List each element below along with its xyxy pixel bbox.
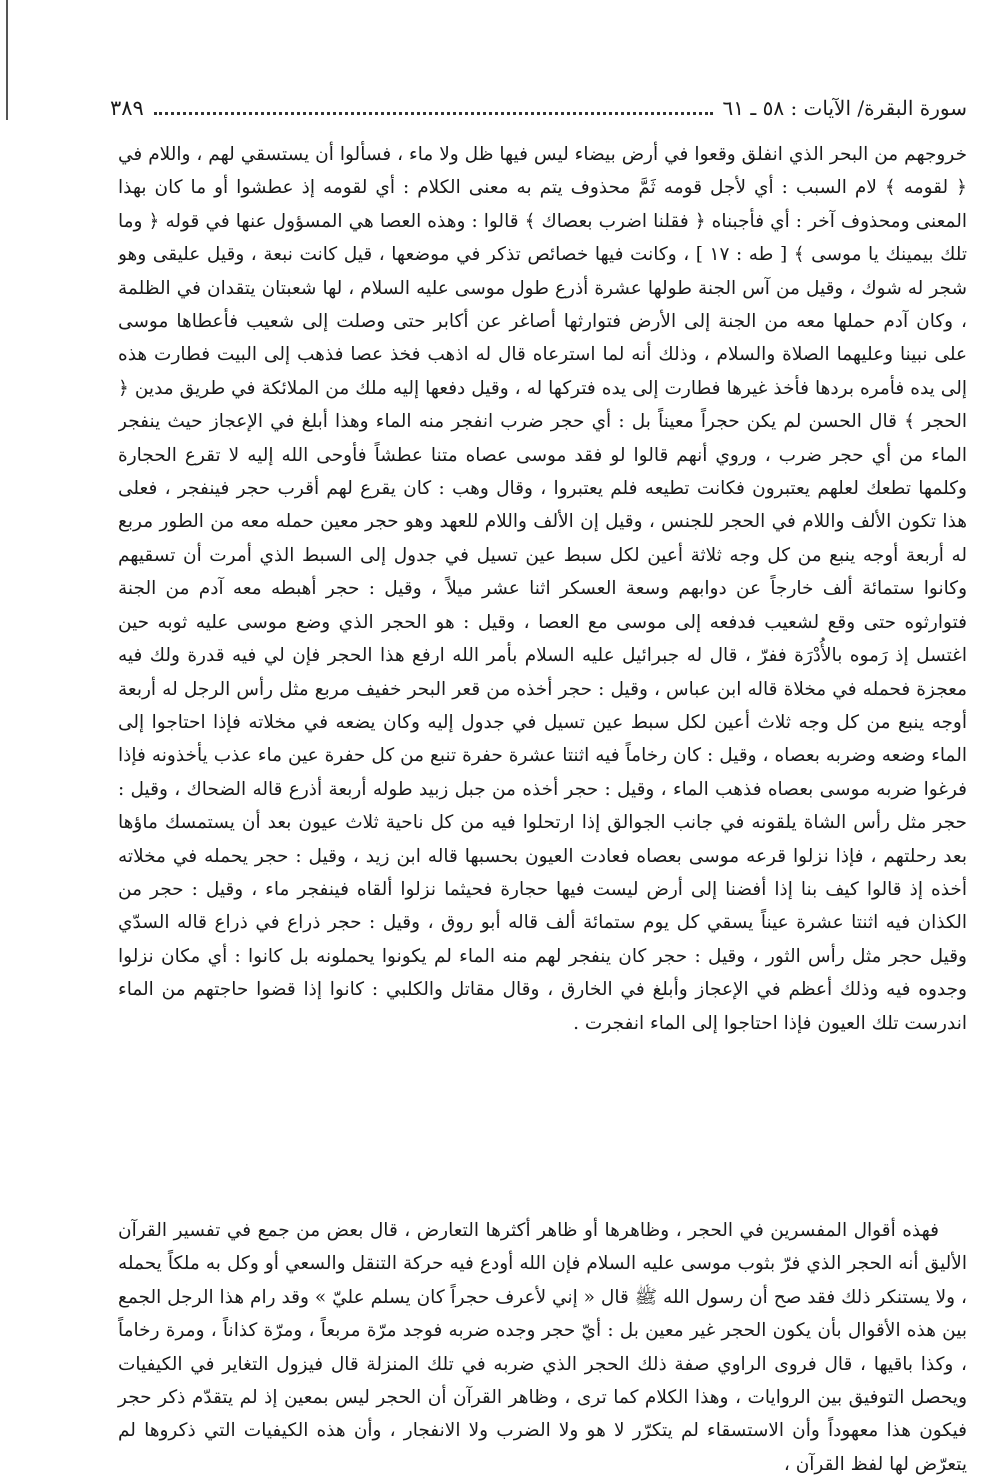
running-title: سورة البقرة/ الآيات : ٥٨ ـ ٦١	[722, 96, 967, 120]
dotted-leader	[154, 102, 713, 115]
page-number: ٣٨٩	[110, 96, 144, 120]
page-header	[110, 88, 967, 128]
paragraph-2: فهذه أقوال المفسرين في الحجر ، وظاهرها أو ظاهر أكثرها التعارض ، قال بعض من جمع في تفسير القرآن الأليق أنه الحجر الذي فرّ بثوب موسى عليه السلام فإن الله أودع فيه حركة التنقل والسعي أو وكل به ملكاً يحمله ، ولا يستنكر ذلك فقد صح أن رسول الله ﷺ قال « إني لأعرف حجراً كان يسلم عليّ » وقد رام هذا الرجل الجمع بين هذه الأقوال بأن يكون الحجر غير معين بل : أيّ حجر وجده ضربه فوجد مرّة مربعاً ، ومرّة كذاناً ، ومرة رخاماً ، وكذا باقيها ، قال فروى الراوي صفة ذلك الحجر الذي ضربه في تلك المنزلة قال فيزول التغاير في الكيفيات ويحصل التوفيق بين الروايات ، وهذا الكلام كما ترى ، وظاهر القرآن أن الحجر ليس بمعين إذ لم يتقدّم ذكر حجر فيكون هذا معهوداً وأن الاستسقاء لم يتكرّر لا هو ولا الضرب ولا الانفجار ، وأن هذه الكيفيات التي ذكروها لم يتعرّض لها لفظ القرآن ،	[118, 1220, 967, 1475]
margin-rule	[6, 0, 8, 120]
paragraph-1: خروجهم من البحر الذي انفلق وقعوا في أرض بيضاء ليس فيها ظل ولا ماء ، فسألوا أن يستسقي لهم ، واللام في ﴿ لقومه ﴾ لام السبب : أي لأجل قومه ثَمَّ محذوف يتم به معنى الكلام : أي لقومه إذ عطشوا أو ما كان بهذا المعنى ومحذوف آخر : أي فأجبناه ﴿ فقلنا اضرب بعصاك ﴾ قالوا : وهذه العصا هي المسؤول عنها في قوله ﴿ وما تلك بيمينك يا موسى ﴾ [ طه : ١٧ ] ، وكانت فيها خصائص تذكر في موضعها ، قيل كانت نبعة ، وقيل عليقى وهو شجر له شوك ، وقيل من آس الجنة طولها عشرة أذرع طول موسى عليه السلام ، لها شعبتان يتقدان في الظلمة ، وكان آدم حملها معه من الجنة إلى الأرض فتوارثها أصاغر عن أكابر حتى وصلت إلى شعيب فأعطاها موسى على نبينا وعليهما الصلاة والسلام ، وذلك أنه لما استرعاه قال له اذهب فخذ عصا فذهب إلى البيت فطارت هذه إلى يده فأمره بردها فأخذ غيرها فطارت إلى يده فتركها له ، وقيل دفعها إليه ملك من الملائكة في طريق مدين ﴿ الحجر ﴾ قال الحسن لم يكن حجراً معيناً بل : أي حجر ضرب انفجر منه الماء وهذا أبلغ في الإعجاز حيث ينفجر الماء من أي حجر ضرب ، وروي أنهم قالوا لو فقد موسى عصاه متنا عطشاً فأوحى الله إليه لا تقرع الحجارة وكلمها تطعك لعلهم يعتبرون فكانت تطيعه فلم يعتبروا ، وقال وهب : كان يقرع لهم أقرب حجر فينفجر ، فعلى هذا تكون الألف واللام في الحجر للجنس ، وقيل إن الألف واللام للعهد وهو حجر معين حمله معه من الطور مربع له أربعة أوجه ينبع من كل وجه ثلاثة أعين لكل سبط عين تسيل في جدول إلى السبط الذي أمرت أن تسقيهم وكانوا ستمائة ألف خارجاً عن دوابهم وسعة العسكر اثنا عشر ميلاً ، وقيل : حجر أهبطه معه آدم من الجنة فتوارثوه حتى وقع لشعيب فدفعه إلى موسى مع العصا ، وقيل : هو الحجر الذي وضع موسى عليه ثوبه حين اغتسل إذ رَموه بالأُدْرَة ففرّ ، قال له جبرائيل عليه السلام بأمر الله ارفع هذا الحجر فإن لي فيه قدرة ولك فيه معجزة فحمله في مخلاة قاله ابن عباس ، وقيل : حجر أخذه من قعر البحر خفيف مربع مثل رأس الرجل له أربعة أوجه ينبع من كل وجه ثلاث أعين لكل سبط عين تسيل في جدول إليه وكان يضعه في مخلاته فإذا احتاجوا إلى الماء وضعه وضربه بعصاه ، وقيل : كان رخاماً فيه اثنتا عشرة حفرة تنبع من كل حفرة عين ماء عذب يأخذونه فإذا فرغوا ضربه موسى بعصاه فذهب الماء ، وقيل : حجر أخذه من جبل زبيد طوله أربعة أذرع قاله الضحاك ، وقيل : حجر مثل رأس الشاة يلقونه في جانب الجوالق إذا ارتحلوا فيه من كل ناحية ثلاث عيون بعد أن يستمسك ماؤها بعد رحلتهم ، فإذا نزلوا قرعه موسى بعصاه فعادت العيون بحسبها قاله ابن زيد ، وقيل : حجر يحمله في مخلاته أخذه إذ قالوا كيف بنا إذا أفضنا إلى أرض ليست فيها حجارة فحيثما نزلوا ألقاه فينفجر ماء ، وقيل : حجر من الكذان فيه اثنتا عشرة عيناً يسقي كل يوم ستمائة ألف قاله أبو روق ، وقيل : حجر ذراع في ذراع قاله السدّي وقيل حجر مثل رأس الثور ، وقيل : حجر كان ينفجر لهم منه الماء لم يكونوا يحملونه بل كانوا : أي مكان نزلوا وجدوه فيه وذلك أعظم في الإعجاز وأبلغ في الخارق ، وقال مقاتل والكلبي : كانوا إذا قضوا حاجتهم من الماء اندرست تلك العيون فإذا احتاجوا إلى الماء انفجرت .	[118, 144, 967, 1034]
body-text	[118, 138, 967, 1481]
